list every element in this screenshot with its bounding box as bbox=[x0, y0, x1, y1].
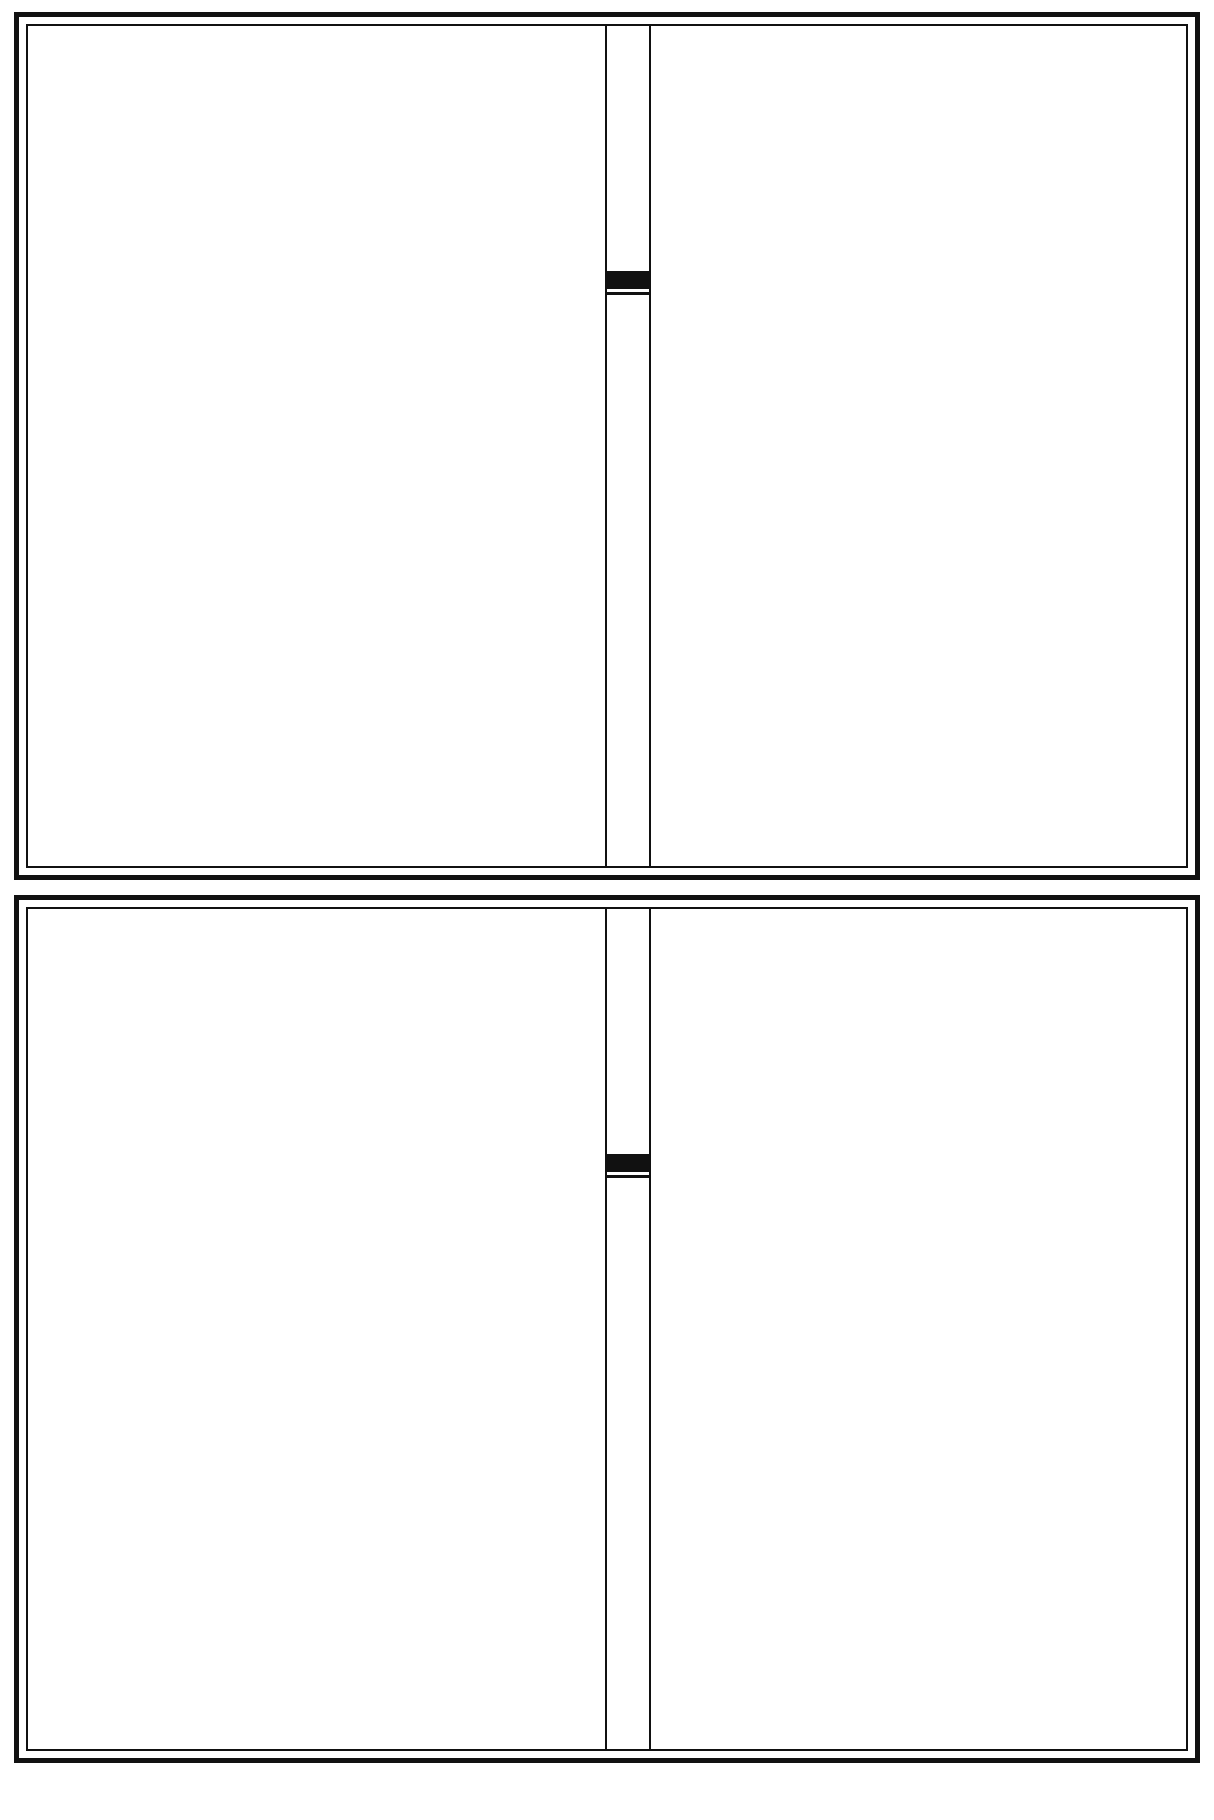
top-leaf bbox=[14, 12, 1200, 880]
center-banner-top bbox=[605, 26, 651, 866]
fish-tail-ornament bbox=[607, 271, 649, 289]
bottom-leaf-frame bbox=[26, 907, 1188, 1751]
top-leaf-frame bbox=[26, 24, 1188, 868]
fish-tail-line bbox=[607, 1175, 649, 1178]
center-banner-bottom bbox=[605, 909, 651, 1749]
fish-tail-ornament bbox=[607, 1154, 649, 1172]
bottom-leaf bbox=[14, 895, 1200, 1763]
fish-tail-line bbox=[607, 292, 649, 295]
